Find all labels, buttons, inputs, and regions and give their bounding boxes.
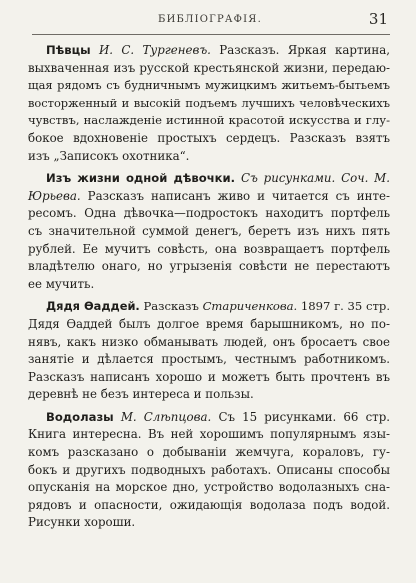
- entry-text: Разсказъ написанъ живо и читается съ инте-: [87, 188, 390, 203]
- text-line: [28, 298, 390, 316]
- text-line: рублей. Ее мучитъ совѣсть, она возвращаетъ портфель: [28, 241, 390, 256]
- page-number: 31: [368, 10, 388, 28]
- text-line: ресомъ. Одна дѣвочка—подростокъ находитъ портфель: [28, 206, 390, 221]
- text-line: комъ разсказано о добываніи жемчуга, кораловъ, гу-: [28, 445, 390, 460]
- entry-text: Съ 15 рисунками. 66 стр.: [218, 409, 391, 424]
- text-line: опусканія на морское дно, устройство водолазныхъ сна-: [28, 480, 390, 495]
- text-line: нявъ, какъ низко обманывать людей, онъ бросаетъ свое: [28, 334, 390, 349]
- text-line: ее мучить.: [28, 276, 95, 291]
- text-line: Книга интересна. Въ ней хорошимъ популярнымъ язы-: [28, 427, 390, 442]
- text-line: изъ „Записокъ охотника“.: [28, 148, 190, 163]
- text-line: занятіе и дѣлается простымъ, честнымъ работникомъ.: [28, 352, 390, 367]
- entry-heading: Водолазы: [46, 409, 114, 424]
- text-line: Разсказъ написанъ хорошо и можетъ быть прочтенъ въ: [28, 369, 390, 384]
- review-entry: [28, 170, 390, 293]
- text-line: чувствъ, наслажденіе истинной красотой искусства и глу-: [28, 113, 390, 128]
- entry-author: Съ рисунками. Соч. М.: [240, 171, 390, 186]
- entry-heading: Дядя Ѳаддей.: [46, 299, 140, 314]
- entry-text: Разсказъ. Яркая картина,: [219, 43, 390, 57]
- text-line: бокое вдохновеніе простыхъ сердецъ. Разсказъ взятъ: [28, 130, 390, 145]
- running-title: БИБЛІОГРАФІЯ.: [158, 14, 262, 25]
- review-entry: [28, 42, 390, 165]
- text-line: восторженный и высокій подъемъ лучшихъ человѣческихъ: [28, 95, 390, 110]
- entry-heading: Пѣвцы: [46, 43, 91, 57]
- text-line: деревнѣ не безъ интереса и пользы.: [28, 387, 254, 402]
- text-line: [28, 409, 390, 427]
- text-line: бокъ и другихъ подводныхъ работахъ. Описаны способы: [28, 462, 390, 477]
- entry-heading: Изъ жизни одной дѣвочки.: [46, 171, 236, 186]
- entry-author: И. С. Тургеневъ.: [99, 43, 211, 57]
- entry-text: Разсказъ: [143, 299, 199, 314]
- review-entry: [28, 409, 390, 532]
- text-line: съ значительной суммой денегъ, беретъ изъ нихъ пять: [28, 223, 390, 238]
- text-line: Дядя Ѳаддей былъ долгое время барышникомъ, но по-: [28, 316, 390, 331]
- text-line: [28, 170, 390, 188]
- text-line: владѣтелю онаго, но угрызенія совѣсти не перестаютъ: [28, 259, 390, 274]
- review-entry: [28, 298, 390, 404]
- entry-author: Юрьева.: [28, 188, 81, 203]
- header-rule: [32, 34, 390, 35]
- text-line: рядовъ и опасности, ожидающія водолаза подъ водой.: [28, 497, 390, 512]
- text-line: [28, 42, 390, 60]
- entry-author: М. Слѣпцова.: [120, 409, 212, 424]
- entry-text: 1897 г. 35 стр.: [300, 299, 391, 314]
- running-header: [32, 10, 388, 32]
- text-line: выхваченная изъ русской крестьянской жизни, передаю-: [28, 60, 390, 75]
- entry-author: Стариченкова.: [202, 299, 298, 314]
- page-body: [28, 42, 390, 537]
- text-line: [28, 188, 390, 206]
- text-line: щая рядомъ съ будничнымъ мужицкимъ житьемъ-бытьемъ: [28, 78, 390, 93]
- text-line: Рисунки хороши.: [28, 515, 136, 530]
